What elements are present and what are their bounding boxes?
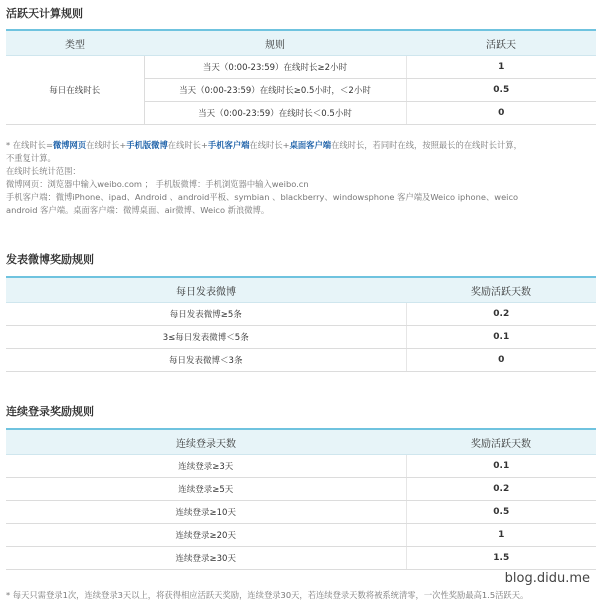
value-cell: 0 — [406, 349, 596, 372]
rule-cell: 当天（0:00-23:59）在线时长≥0.5小时，＜2小时 — [144, 79, 406, 102]
table-row — [6, 547, 596, 570]
table-header-row — [6, 30, 596, 56]
table-row — [6, 349, 596, 372]
rule-cell: 每日发表微博＜3条 — [6, 349, 406, 372]
note-web-link[interactable]: 微博网页 — [52, 140, 87, 150]
table-row — [6, 501, 596, 524]
note-mobile-link[interactable]: 手机版微博 — [126, 140, 168, 150]
value-cell: 0.5 — [406, 79, 596, 102]
category-online-duration: 每日在线时长 — [6, 56, 144, 125]
value-cell: 0.2 — [406, 478, 596, 501]
note-text: 在线时长+ — [249, 140, 290, 150]
note-line-2: 不重复计算。 — [6, 153, 56, 163]
rule-cell: 当天（0:00-23:59）在线时长≥2小时 — [144, 56, 406, 79]
header-type: 类型 — [6, 30, 144, 56]
note-line-1 — [6, 139, 594, 152]
section-title-post-reward: 发表微博奖励规则 — [6, 253, 94, 266]
table-row — [6, 478, 596, 501]
note-text: 在线时长，若同时在线，按照最长的在线时长计算， — [331, 140, 522, 150]
header-active-days: 活跃天 — [406, 30, 596, 56]
login-reward-table — [6, 428, 596, 570]
table-header-row — [6, 429, 596, 455]
section-title-active-days: 活跃天计算规则 — [6, 7, 83, 20]
rule-cell: 连续登录≥5天 — [6, 478, 406, 501]
table-row — [6, 56, 596, 79]
value-cell: 0.1 — [406, 326, 596, 349]
post-reward-table — [6, 276, 596, 372]
header-reward-days: 奖励活跃天数 — [406, 277, 596, 303]
value-cell: 0 — [406, 102, 596, 125]
rule-cell: 每日发表微博≥5条 — [6, 303, 406, 326]
value-cell: 0.2 — [406, 303, 596, 326]
value-cell: 1 — [406, 56, 596, 79]
note-line-3: 在线时长统计范围： — [6, 166, 81, 176]
rule-cell: 连续登录≥30天 — [6, 547, 406, 570]
note-text: 在线时长+ — [86, 140, 127, 150]
note-line-4: 微博网页：浏览器中输入weibo.com ； 手机版微博：手机浏览器中输入weibo.cn — [6, 179, 309, 189]
table-row — [6, 303, 596, 326]
note-text: 在线时长+ — [167, 140, 208, 150]
value-cell: 0.1 — [406, 455, 596, 478]
footer-note: * 每天只需登录1次，连续登录3天以上，将获得相应活跃天奖励，连续登录30天，若连续登录天数将被系统清零，一次性奖励最高1.5活跃天。 — [6, 590, 529, 600]
value-cell: 1.5 — [406, 547, 596, 570]
note-line-6: android 客户端。桌面客户端：微博桌面、air微博、Weico 新浪微博。 — [6, 205, 270, 215]
header-reward-days: 奖励活跃天数 — [406, 429, 596, 455]
table-row — [6, 455, 596, 478]
header-daily-posts: 每日发表微博 — [6, 277, 406, 303]
note-client-link[interactable]: 手机客户端 — [207, 140, 250, 150]
rule-cell: 3≤每日发表微博＜5条 — [6, 326, 406, 349]
rule-cell: 连续登录≥10天 — [6, 501, 406, 524]
section-title-login-reward: 连续登录奖励规则 — [6, 405, 94, 418]
table-row — [6, 524, 596, 547]
rule-cell: 连续登录≥20天 — [6, 524, 406, 547]
table-header-row — [6, 277, 596, 303]
value-cell: 1 — [406, 524, 596, 547]
note-line-5: 手机客户端：微博iPhone、ipad、Android 、android平板、symbian 、blackberry、windowsphone 客户端及Weico iphone、weico — [6, 192, 519, 202]
active-days-table — [6, 29, 596, 125]
value-cell: 0.5 — [406, 501, 596, 524]
table-row — [6, 326, 596, 349]
watermark: blog.didu.me — [504, 571, 590, 586]
online-duration-note — [6, 139, 594, 217]
note-desktop-link[interactable]: 桌面客户端 — [289, 140, 332, 150]
rule-cell: 当天（0:00-23:59）在线时长＜0.5小时 — [144, 102, 406, 125]
header-consecutive-days: 连续登录天数 — [6, 429, 406, 455]
note-prefix: * 在线时长= — [6, 140, 53, 150]
header-rule: 规则 — [144, 30, 406, 56]
rule-cell: 连续登录≥3天 — [6, 455, 406, 478]
